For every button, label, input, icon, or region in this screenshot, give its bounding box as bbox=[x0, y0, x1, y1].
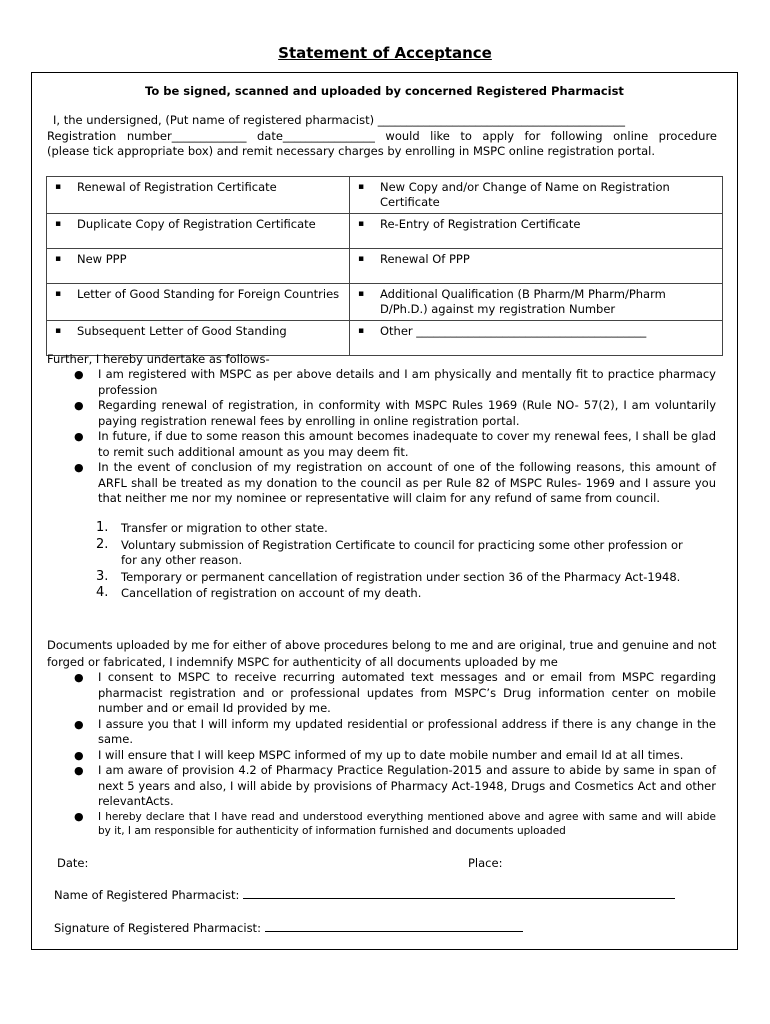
list-item: ● I am aware of provision 4.2 of Pharmacy Practice Regulation-2015 and assure to abide by same in span of next 5 years and also, I will abide by provisions of Pharmacy Act-1948, Drugs and Cosmetics Act and other relevantActs. bbox=[74, 763, 716, 808]
documents-paragraph: Documents uploaded by me for either of above procedures belong to me and are original, true and genuine and not forged or fabricated, I indemnify MSPC for authenticity of all documents uploaded by me bbox=[47, 638, 717, 669]
table-row bbox=[47, 249, 723, 284]
signature-field bbox=[54, 919, 523, 935]
list-item: ● I consent to MSPC to receive recurring automated text messages and or email from MSPC regarding pharmacist registration and or professional updates from MSPC’s Drug information center on mobile number and or email Id provided by me. bbox=[74, 670, 716, 715]
signature-label: Signature of Registered Pharmacist: bbox=[54, 921, 261, 935]
list-item: ● In future, if due to some reason this amount becomes inadequate to cover my renewal fees, I shall be glad to remit such additional amount as you may deem fit. bbox=[74, 429, 716, 459]
bullet-icon: ● bbox=[74, 809, 84, 823]
option-letter-good-standing-foreign[interactable]: ▪ Letter of Good Standing for Foreign Countries bbox=[47, 284, 350, 321]
form-subtitle: To be signed, scanned and uploaded by concerned Registered Pharmacist bbox=[145, 84, 624, 98]
list-item: 1. Transfer or migration to other state. bbox=[96, 520, 328, 535]
checkbox-bullet-icon[interactable]: ▪ bbox=[55, 254, 62, 264]
list-item: 3. Temporary or permanent cancellation of registration under section 36 of the Pharmacy Act-1948. bbox=[96, 568, 681, 584]
list-item: ● I assure you that I will inform my updated residential or professional address if there is any change in the same. bbox=[74, 716, 716, 746]
table-row bbox=[47, 321, 723, 356]
list-item: 4. Cancellation of registration on account of my death. bbox=[96, 585, 422, 600]
bullet-icon: ● bbox=[74, 368, 84, 381]
checkbox-bullet-icon[interactable]: ▪ bbox=[358, 254, 365, 264]
checkbox-bullet-icon[interactable]: ▪ bbox=[55, 289, 62, 299]
reasons-list bbox=[96, 521, 696, 603]
undertake-intro: Further, I hereby undertake as follows- bbox=[47, 352, 270, 366]
intro-line-3: (please tick appropriate box) and remit necessary charges by enrolling in MSPC online registration portal. bbox=[47, 144, 656, 158]
bullet-icon: ● bbox=[74, 671, 84, 684]
intro-line-2: Registration number_____________ date________________ would like to apply for following online procedure bbox=[47, 128, 717, 143]
option-other[interactable]: ▪ Other ________________________________________ bbox=[350, 321, 723, 356]
list-item: ● I will ensure that I will keep MSPC informed of my up to date mobile number and email Id at all times. bbox=[74, 747, 684, 762]
checkbox-bullet-icon[interactable]: ▪ bbox=[358, 289, 365, 299]
list-item: ● In the event of conclusion of my registration on account of one of the following reasons, this amount of ARFL shall be treated as my donation to the council as per Rule 82 of MSPC Rules- 1969 and I assure you that neither me nor my nominee or representative will claim for any refund of same from council. bbox=[74, 460, 716, 505]
intro-line-1: I, the undersigned, (Put name of registered pharmacist) ___________________________________________ bbox=[53, 113, 626, 127]
list-item: ● Regarding renewal of registration, in conformity with MSPC Rules 1969 (Rule NO- 57(2), I am voluntarily paying registration renewal fees by enrolling in online registration portal. bbox=[74, 398, 716, 428]
option-new-ppp[interactable]: ▪ New PPP bbox=[47, 249, 350, 284]
list-item: 2. Voluntary submission of Registration Certificate to council for practicing some other profession or for any other reason. bbox=[96, 536, 683, 567]
bullet-icon: ● bbox=[74, 717, 84, 731]
option-additional-qualification[interactable]: ▪ Additional Qualification (B Pharm/M Pharm/Pharm D/Ph.D.) against my registration Number bbox=[350, 284, 723, 321]
name-label: Name of Registered Pharmacist: bbox=[54, 888, 240, 902]
table-row bbox=[47, 177, 723, 214]
procedure-options-table bbox=[46, 176, 723, 356]
option-renewal-ppp[interactable]: ▪ Renewal Of PPP bbox=[350, 249, 723, 284]
bullet-icon: ● bbox=[74, 461, 84, 474]
checkbox-bullet-icon[interactable]: ▪ bbox=[55, 326, 62, 336]
checkbox-bullet-icon[interactable]: ▪ bbox=[358, 182, 365, 192]
list-item: ● I am registered with MSPC as per above details and I am physically and mentally fit to practice pharmacy profession bbox=[74, 367, 716, 397]
option-re-entry[interactable]: ▪ Re-Entry of Registration Certificate bbox=[350, 214, 723, 249]
signature-input-line[interactable] bbox=[265, 919, 523, 932]
intro-paragraph bbox=[47, 113, 717, 160]
bullet-icon: ● bbox=[74, 748, 84, 762]
bullet-icon: ● bbox=[74, 430, 84, 443]
place-label: Place: bbox=[468, 856, 503, 870]
undertakings-list bbox=[70, 367, 716, 507]
bullet-icon: ● bbox=[74, 764, 84, 777]
table-row bbox=[47, 214, 723, 249]
checkbox-bullet-icon[interactable]: ▪ bbox=[358, 219, 365, 229]
date-label: Date: bbox=[57, 856, 89, 870]
consents-list bbox=[70, 670, 716, 839]
checkbox-bullet-icon[interactable]: ▪ bbox=[55, 182, 62, 192]
option-renewal-certificate[interactable]: ▪ Renewal of Registration Certificate bbox=[47, 177, 350, 214]
list-item: ● I hereby declare that I have read and understood everything mentioned above and agree with same and will abide by it, I am responsible for authenticity of information furnished and documents uploaded bbox=[74, 809, 716, 837]
option-new-copy-change-name[interactable]: ▪ New Copy and/or Change of Name on Registration Certificate bbox=[350, 177, 723, 214]
checkbox-bullet-icon[interactable]: ▪ bbox=[55, 219, 62, 229]
option-subsequent-letter[interactable]: ▪ Subsequent Letter of Good Standing bbox=[47, 321, 350, 356]
name-field bbox=[54, 886, 675, 902]
table-row bbox=[47, 284, 723, 321]
option-duplicate-copy[interactable]: ▪ Duplicate Copy of Registration Certificate bbox=[47, 214, 350, 249]
checkbox-bullet-icon[interactable]: ▪ bbox=[358, 326, 365, 336]
bullet-icon: ● bbox=[74, 399, 84, 412]
page-title: Statement of Acceptance bbox=[278, 44, 492, 62]
name-input-line[interactable] bbox=[243, 886, 675, 899]
